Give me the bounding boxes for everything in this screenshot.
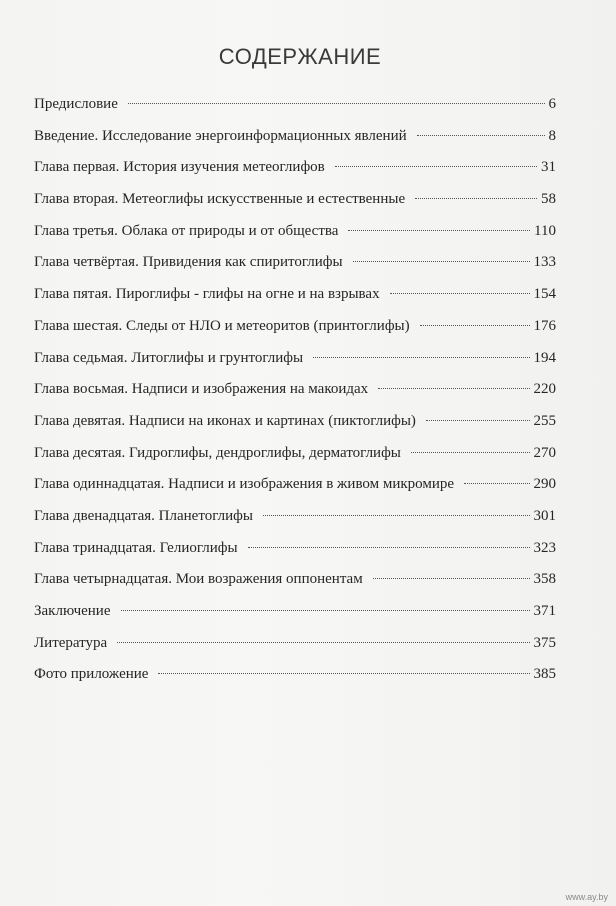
toc-entry — [34, 223, 556, 255]
toc-entry-page-number: 220 — [533, 381, 556, 398]
toc-entry-label: Глава тринадцатая. Гелиоглифы — [34, 539, 238, 556]
toc-dot-leader — [128, 103, 545, 104]
toc-entry — [34, 445, 556, 477]
toc-dot-leader — [121, 610, 530, 611]
toc-entry-page-number: 371 — [533, 603, 556, 619]
toc-entry-label: Глава десятая. Гидроглифы, дендроглифы, дерматоглифы — [34, 444, 401, 461]
toc-entry-label: Введение. Исследование энергоинформационных явлений — [34, 127, 407, 144]
toc-entry-page-number: 133 — [533, 254, 556, 271]
toc-entry — [34, 254, 556, 286]
toc-entry-label: Глава четвёртая. Привидения как спиритоглифы — [34, 254, 343, 271]
toc-entry-label: Глава восьмая. Надписи и изображения на макоидах — [34, 381, 369, 398]
toc-entry-page-number: 301 — [533, 507, 556, 524]
toc-entry-label: Глава четырнадцатая. Мои возражения оппонентам — [34, 571, 363, 588]
toc-entry — [34, 540, 556, 572]
toc-entry-label: Глава первая. История изучения метеоглифов — [34, 159, 325, 176]
toc-entry — [34, 191, 556, 223]
toc-dot-leader — [373, 578, 530, 579]
toc-entry-label: Глава пятая. Пироглифы - глифы на огне и на взрывах — [34, 286, 380, 303]
toc-entry-page-number: 290 — [533, 476, 556, 493]
toc-entry — [34, 508, 556, 540]
toc-entry-page-number: 110 — [534, 222, 556, 239]
toc-entry-page-number: 385 — [533, 666, 556, 683]
toc-dot-leader — [390, 293, 530, 294]
toc-entry-page-number: 270 — [533, 444, 556, 461]
toc-entry-label: Глава вторая. Метеоглифы искусственные и естественные — [34, 191, 406, 208]
toc-entry-label: Глава одиннадцатая. Надписи и изображения в живом микромире — [34, 476, 455, 493]
toc-entry — [34, 635, 556, 667]
toc-entry-page-number: 176 — [533, 317, 556, 334]
toc-entry-page-number: 358 — [533, 571, 556, 588]
toc-entry-page-number: 375 — [533, 634, 556, 651]
toc-entry — [34, 128, 556, 160]
toc-entry-label: Предисловие — [34, 96, 118, 112]
table-of-contents — [34, 96, 556, 698]
toc-entry-page-number: 31 — [541, 159, 556, 176]
watermark: www.ay.by — [565, 892, 608, 902]
toc-entry — [34, 159, 556, 191]
toc-entry-page-number: 154 — [533, 286, 556, 303]
toc-entry-label: Глава девятая. Надписи на иконах и картинах (пиктоглифы) — [34, 412, 416, 429]
toc-dot-leader — [335, 166, 537, 167]
toc-entry — [34, 350, 556, 382]
toc-dot-leader — [415, 198, 537, 199]
toc-entry-label: Глава третья. Облака от природы и от общества — [34, 222, 339, 239]
toc-entry-label: Глава двенадцатая. Планетоглифы — [34, 507, 253, 524]
toc-entry — [34, 571, 556, 603]
toc-dot-leader — [420, 325, 530, 326]
toc-entry — [34, 666, 556, 698]
toc-dot-leader — [348, 230, 530, 231]
toc-entry-page-number: 323 — [533, 539, 556, 556]
toc-entry-label: Глава шестая. Следы от НЛО и метеоритов (принтоглифы) — [34, 317, 410, 334]
toc-dot-leader — [117, 642, 529, 643]
toc-entry-page-number: 58 — [541, 191, 556, 208]
toc-dot-leader — [417, 135, 545, 136]
toc-dot-leader — [263, 515, 530, 516]
toc-entry-label: Глава седьмая. Литоглифы и грунтоглифы — [34, 349, 304, 366]
toc-entry — [34, 413, 556, 445]
toc-entry — [34, 476, 556, 508]
toc-entry-page-number: 255 — [533, 412, 556, 429]
toc-dot-leader — [426, 420, 530, 421]
toc-entry — [34, 318, 556, 350]
toc-entry — [34, 603, 556, 635]
toc-entry — [34, 96, 556, 128]
toc-entry-page-number: 194 — [533, 349, 556, 366]
toc-dot-leader — [248, 547, 530, 548]
toc-dot-leader — [313, 357, 529, 358]
page-title: СОДЕРЖАНИЕ — [218, 44, 382, 69]
toc-entry — [34, 381, 556, 413]
toc-entry-label: Заключение — [34, 603, 111, 619]
toc-entry-label: Литература — [34, 634, 108, 651]
toc-dot-leader — [353, 261, 530, 262]
toc-dot-leader — [411, 452, 530, 453]
toc-dot-leader — [464, 483, 529, 484]
toc-entry-page-number: 8 — [548, 127, 556, 144]
toc-dot-leader — [158, 673, 529, 674]
toc-dot-leader — [378, 388, 529, 389]
toc-entry-label: Фото приложение — [34, 666, 149, 683]
toc-entry — [34, 286, 556, 318]
toc-entry-page-number: 6 — [548, 96, 556, 112]
